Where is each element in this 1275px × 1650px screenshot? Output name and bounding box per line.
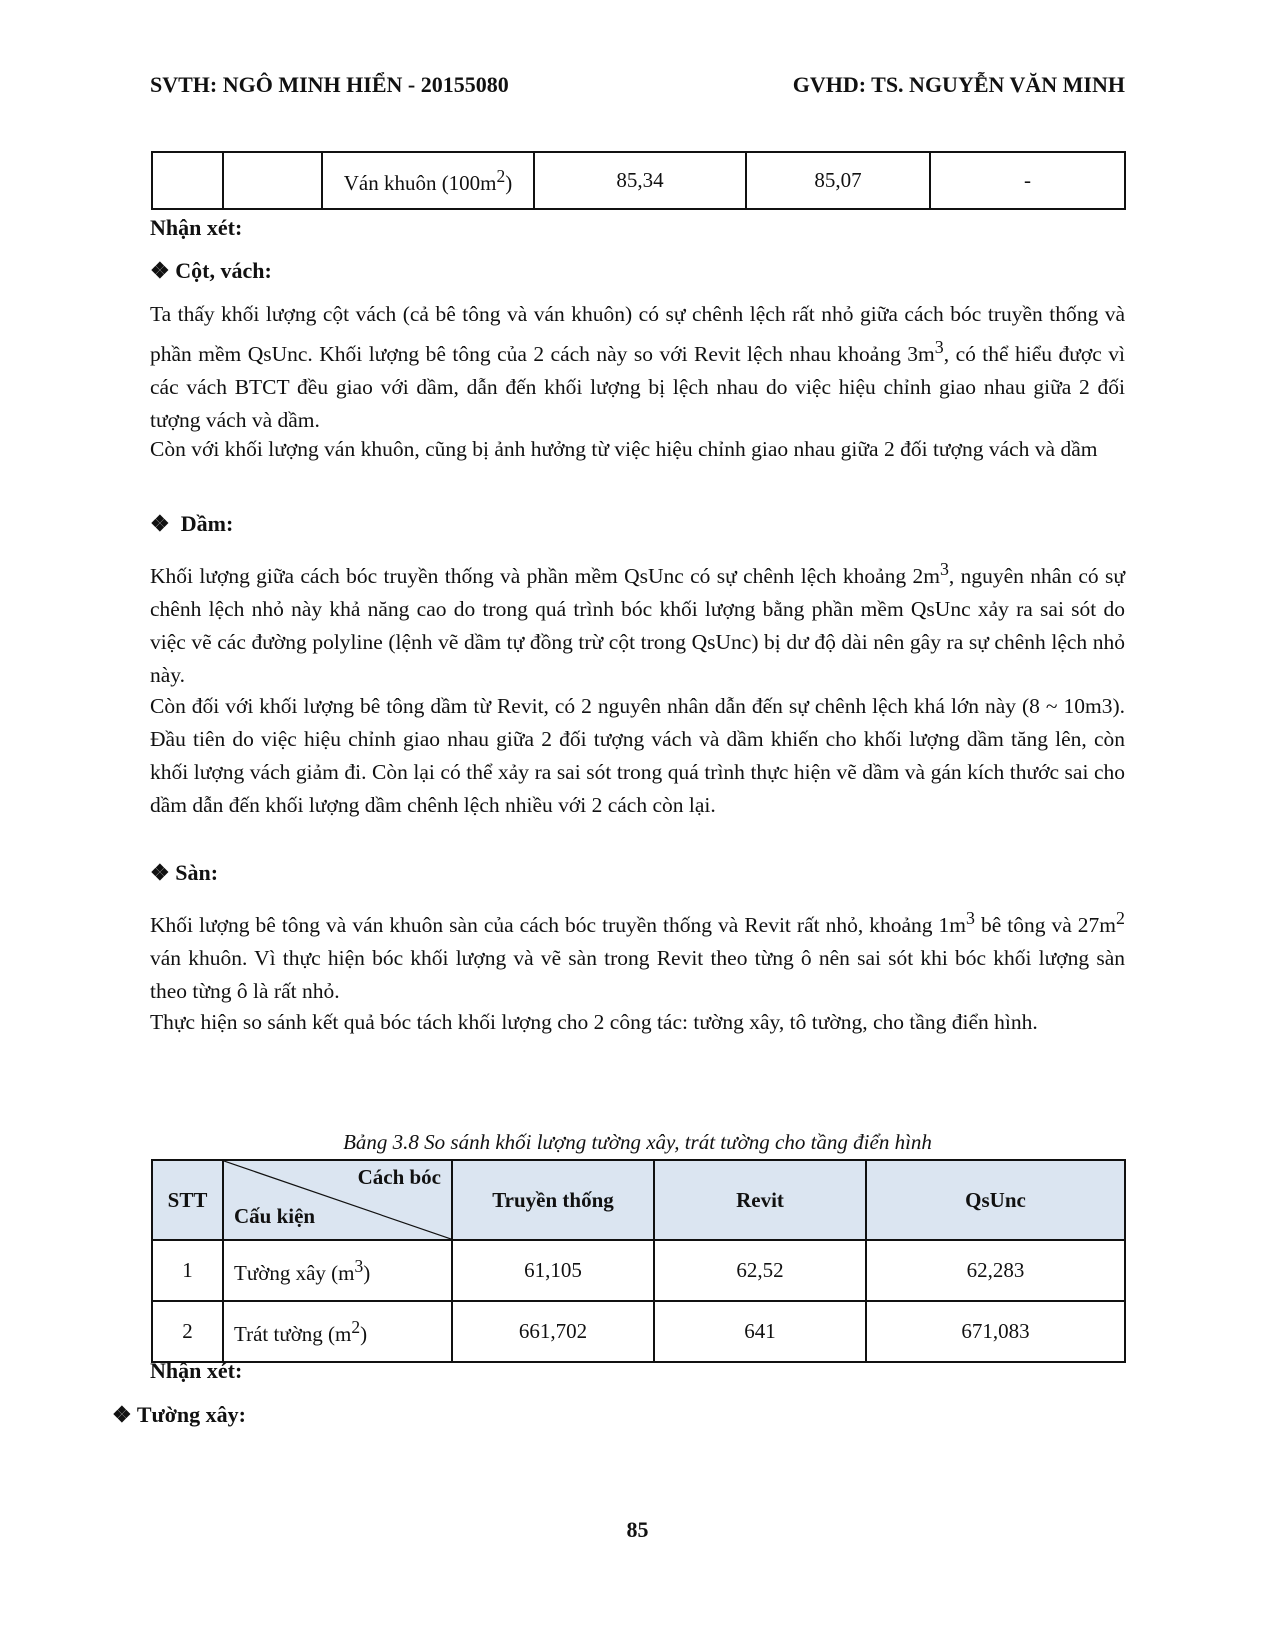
table-row xyxy=(152,1301,1125,1362)
table-cell-value: 85,07 xyxy=(746,152,930,209)
paragraph: Khối lượng bê tông và ván khuôn sàn của cách bóc truyền thống và Revit rất nhỏ, khoảng $1m^3$ bê tông và $27m^2$ ván khuôn. Vì thực hiện bóc khối lượng và vẽ sàn trong Revit theo từng ô nên sai sót khi bóc khối lượng sàn theo từng ô là rất nhỏ. xyxy=(150,908,1125,1004)
bullet-icon: ❖ xyxy=(112,1402,132,1427)
cell-traditional: 661,702 xyxy=(452,1301,654,1362)
page-number: 85 xyxy=(626,1517,649,1542)
bullet-icon: ❖ xyxy=(150,511,170,536)
cell-qsunc: 671,083 xyxy=(866,1301,1125,1362)
header-diagonal-cell xyxy=(223,1160,452,1240)
cell-qsunc: 62,283 xyxy=(866,1240,1125,1301)
bullet-icon: ❖ xyxy=(150,860,170,885)
paragraph: Khối lượng giữa cách bóc truyền thống và phần mềm QsUnc có sự chênh lệch khoảng $2m^3$, nguyên nhân có sự chênh lệch nhỏ này khả năng cao do trong quá trình bóc khối lượng bằng phần mềm QsUnc xảy ra sai sót do việc vẽ các đường polyline (lệnh vẽ dầm tự đồng trừ cột trong QsUnc) bị dư độ dài nên gây ra sự chênh lệch nhỏ này. xyxy=(150,559,1125,688)
section-heading-beam: ❖ Dầm: xyxy=(150,511,234,536)
header-stt: STT xyxy=(152,1160,223,1240)
paragraph: Ta thấy khối lượng cột vách (cả bê tông và ván khuôn) có sự chênh lệch rất nhỏ giữa cách bóc truyền thống và phần mềm QsUnc. Khối lượng bê tông của 2 cách này so với Revit lệch nhau khoảng $3m^3$, có thể hiểu được vì các vách BTCT đều giao với dầm, dẫn đến khối lượng bị lệch nhau do việc hiệu chỉnh giao nhau giữa 2 đối tượng vách và dầm. xyxy=(150,302,1125,433)
cell-stt: 2 xyxy=(152,1301,223,1362)
table-cell-empty xyxy=(223,152,322,209)
bullet-icon: ❖ xyxy=(150,258,170,283)
paragraph: Còn đối với khối lượng bê tông dầm từ Revit, có 2 nguyên nhân dẫn đến sự chênh lệch khá lớn này (8 ~ 10m3). Đầu tiên do việc hiệu chỉnh giao nhau giữa 2 đối tượng vách và dầm khiến cho khối lượng dầm tăng lên, còn khối lượng vách giảm đi. Còn lại có thể xảy ra sai sót trong quá trình thực hiện vẽ dầm và gán kích thước sai cho dầm dẫn đến khối lượng dầm chênh lệch nhiều với 2 cách còn lại. xyxy=(150,694,1125,817)
header-component: Cấu kiện xyxy=(234,1204,316,1228)
header-qsunc: QsUnc xyxy=(866,1160,1125,1240)
table-caption: Bảng 3.8 So sánh khối lượng tường xây, trát tường cho tầng điển hình xyxy=(343,1130,932,1154)
table-cell-value: 85,34 xyxy=(534,152,746,209)
table-row xyxy=(152,152,1125,209)
header-advisor: GVHD: TS. NGUYỄN VĂN MINH xyxy=(792,72,1125,97)
header-revit: Revit xyxy=(654,1160,866,1240)
table-row xyxy=(152,1240,1125,1301)
header-traditional: Truyền thống xyxy=(452,1160,654,1240)
section-heading-brick-wall: ❖ Tường xây: xyxy=(112,1402,246,1427)
volume-table-continued xyxy=(151,151,1126,210)
wall-comparison-table xyxy=(151,1159,1126,1363)
paragraph: Thực hiện so sánh kết quả bóc tách khối lượng cho 2 công tác: tường xây, tô tường, cho tầng điển hình. xyxy=(150,1010,1038,1034)
remark-heading: Nhận xét: xyxy=(150,1358,243,1383)
header-method: Cách bóc xyxy=(357,1165,441,1189)
cell-revit: 62,52 xyxy=(654,1240,866,1301)
table-header-row xyxy=(152,1160,1125,1240)
cell-stt: 1 xyxy=(152,1240,223,1301)
remark-heading: Nhận xét: xyxy=(150,215,243,240)
paragraph: Còn với khối lượng ván khuôn, cũng bị ảnh hưởng từ việc hiệu chỉnh giao nhau giữa 2 đối tượng vách và dầm xyxy=(150,437,1098,461)
table-cell-value: - xyxy=(930,152,1125,209)
table-cell-empty xyxy=(152,152,223,209)
cell-revit: 641 xyxy=(654,1301,866,1362)
cell-component: Tường xây $(m^3)$ xyxy=(223,1240,452,1301)
header-student: SVTH: NGÔ MINH HIỂN - 20155080 xyxy=(150,72,509,97)
section-heading-slab: ❖ Sàn: xyxy=(150,860,219,885)
table-cell-item: Ván khuôn $(100m^2)$ xyxy=(322,152,534,209)
cell-traditional: 61,105 xyxy=(452,1240,654,1301)
section-heading-column-wall: ❖ Cột, vách: xyxy=(150,258,272,283)
cell-component: Trát tường $(m^2)$ xyxy=(223,1301,452,1362)
